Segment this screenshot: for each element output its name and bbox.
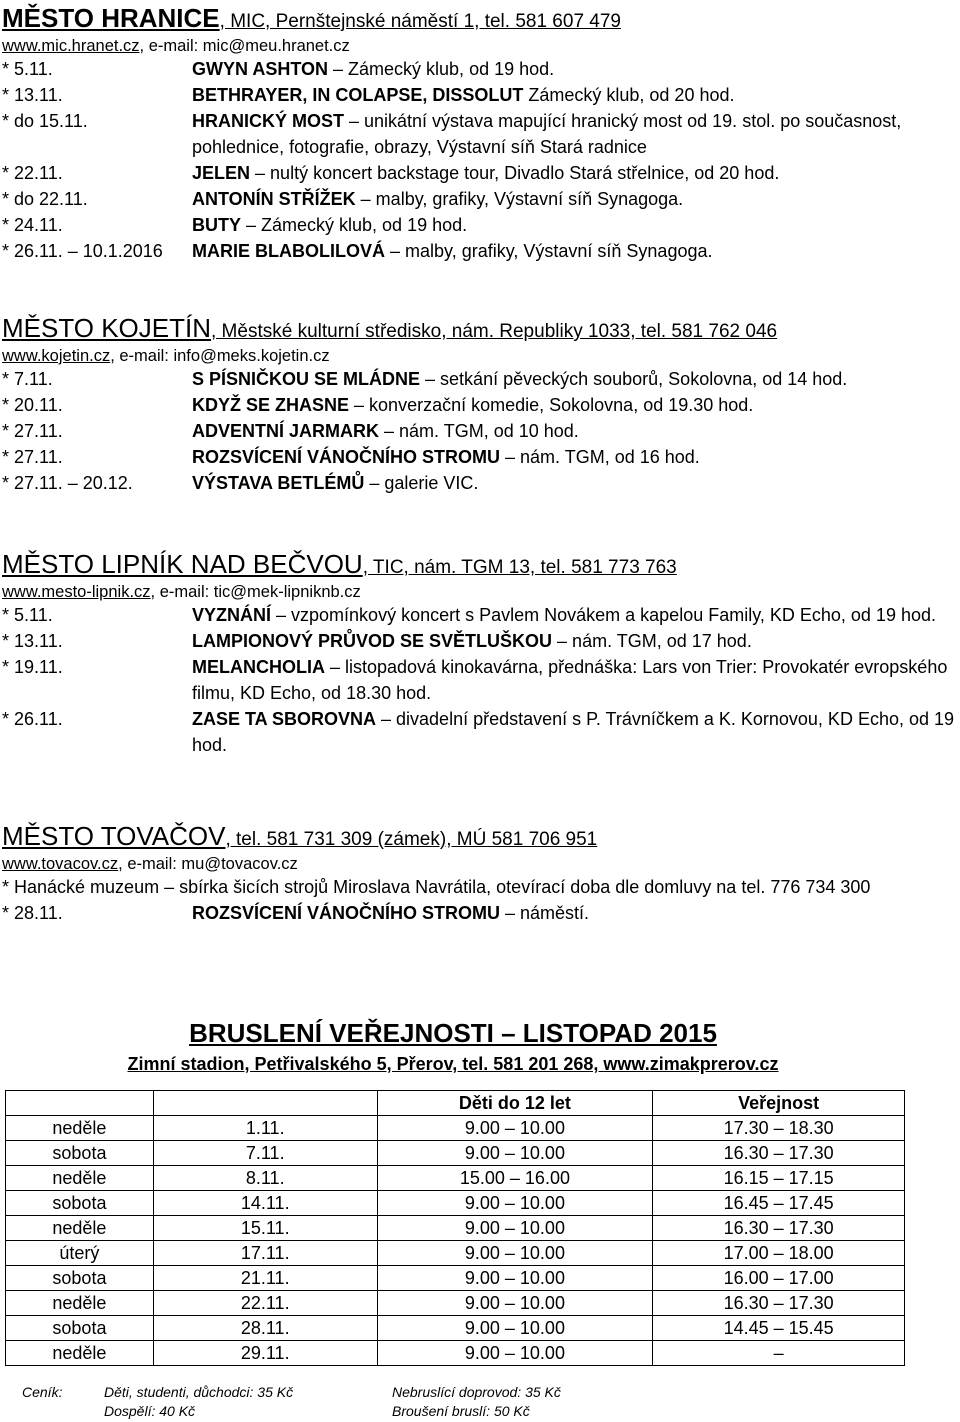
table-row bbox=[6, 1166, 905, 1191]
cell-day: sobota bbox=[6, 1141, 154, 1166]
event-date: * 7.11. bbox=[2, 369, 53, 389]
cell-children-time: 9.00 – 10.00 bbox=[377, 1341, 653, 1366]
cell-children-time: 9.00 – 10.00 bbox=[377, 1291, 653, 1316]
section-lipnik bbox=[2, 550, 954, 758]
cell-public-time: – bbox=[653, 1341, 905, 1366]
cell-day: neděle bbox=[6, 1116, 154, 1141]
event-item bbox=[2, 108, 954, 160]
event-description: – malby, grafiky, Výstavní síň Synagoga. bbox=[355, 189, 684, 209]
event-text bbox=[192, 56, 954, 82]
town-name: MĚSTO KOJETÍN bbox=[2, 313, 211, 343]
table-row bbox=[6, 1216, 905, 1241]
cell-children-time: 9.00 – 10.00 bbox=[377, 1316, 653, 1341]
table-row bbox=[6, 1116, 905, 1141]
event-title: BUTY bbox=[192, 215, 241, 235]
event-text bbox=[192, 212, 954, 238]
event-item bbox=[2, 160, 954, 186]
town-name: MĚSTO TOVAČOV bbox=[2, 821, 226, 851]
event-title: ADVENTNÍ JARMARK bbox=[192, 421, 380, 441]
event-text bbox=[192, 900, 954, 926]
event-description: – galerie VIC. bbox=[364, 473, 479, 493]
cell-date: 7.11. bbox=[153, 1141, 377, 1166]
website-link[interactable]: www.kojetin.cz bbox=[2, 347, 111, 365]
cell-day: neděle bbox=[6, 1341, 154, 1366]
event-item bbox=[2, 366, 954, 392]
cell-children-time: 9.00 – 10.00 bbox=[377, 1141, 653, 1166]
column-header-children: Děti do 12 let bbox=[377, 1091, 653, 1116]
cell-day: neděle bbox=[6, 1291, 154, 1316]
town-name: MĚSTO LIPNÍK NAD BEČVOU bbox=[2, 549, 363, 579]
section-hranice bbox=[2, 4, 954, 264]
table-row bbox=[6, 1341, 905, 1366]
cell-day: úterý bbox=[6, 1241, 154, 1266]
event-text bbox=[192, 186, 954, 212]
event-date: * 19.11. bbox=[2, 657, 63, 677]
event-description: – nám. TGM, od 17 hod. bbox=[552, 631, 752, 651]
event-description: – unikátní výstava mapující hranický most od 19. stol. po současnost, pohlednice, fotografie, obrazy, Výstavní síň Stará radnice bbox=[192, 111, 902, 157]
event-list bbox=[2, 900, 954, 926]
event-item bbox=[2, 186, 954, 212]
event-item bbox=[2, 602, 954, 628]
event-title: GWYN ASHTON bbox=[192, 59, 329, 79]
event-text bbox=[192, 238, 954, 264]
town-info: , MIC, Pernštejnské náměstí 1, tel. 581 607 479 bbox=[219, 11, 621, 32]
event-date: * 27.11. – 20.12. bbox=[2, 473, 133, 493]
email-text: , e-mail: mic@meu.hranet.cz bbox=[139, 37, 350, 55]
email-text: , e-mail: mu@tovacov.cz bbox=[118, 855, 298, 873]
table-header-row bbox=[6, 1091, 905, 1116]
event-title: HRANICKÝ MOST bbox=[192, 111, 344, 131]
town-heading bbox=[2, 4, 954, 36]
cell-date: 28.11. bbox=[153, 1316, 377, 1341]
column-header-date bbox=[153, 1091, 377, 1116]
table-row bbox=[6, 1266, 905, 1291]
event-item bbox=[2, 654, 954, 706]
event-text bbox=[192, 366, 954, 392]
event-item bbox=[2, 82, 954, 108]
event-description: – nám. TGM, od 16 hod. bbox=[500, 447, 700, 467]
event-title: VÝSTAVA BETLÉMŮ bbox=[192, 473, 365, 493]
cell-public-time: 16.00 – 17.00 bbox=[653, 1266, 905, 1291]
skating-subtitle: Zimní stadion, Petřivalského 5, Přerov, tel. 581 201 268, www.zimakprerov.cz bbox=[127, 1054, 779, 1074]
event-list bbox=[2, 602, 954, 758]
event-item bbox=[2, 418, 954, 444]
town-info: , TIC, nám. TGM 13, tel. 581 773 763 bbox=[362, 557, 677, 578]
event-text bbox=[192, 706, 954, 758]
event-description: – nultý koncert backstage tour, Divadlo Stará střelnice, od 20 hod. bbox=[250, 163, 780, 183]
event-text bbox=[192, 628, 954, 654]
event-date: * 20.11. bbox=[2, 395, 63, 415]
event-text bbox=[192, 654, 954, 706]
cell-public-time: 16.30 – 17.30 bbox=[653, 1141, 905, 1166]
website-link[interactable]: www.tovacov.cz bbox=[2, 855, 119, 873]
event-date: * 5.11. bbox=[2, 605, 53, 625]
section-kojetin bbox=[2, 314, 954, 496]
column-header-day bbox=[6, 1091, 154, 1116]
cell-day: neděle bbox=[6, 1166, 154, 1191]
cell-public-time: 16.15 – 17.15 bbox=[653, 1166, 905, 1191]
town-name: MĚSTO HRANICE bbox=[2, 3, 220, 33]
event-title: KDYŽ SE ZHASNE bbox=[192, 395, 350, 415]
event-item bbox=[2, 212, 954, 238]
museum-note: * Hanácké muzeum – sbírka šicích strojů Miroslava Navrátila, otevírací doba dle domluvy na tel. 776 734 300 bbox=[2, 877, 871, 897]
event-title: MARIE BLABOLILOVÁ bbox=[192, 241, 385, 261]
town-info: , Městské kulturní středisko, nám. Republiky 1033, tel. 581 762 046 bbox=[211, 321, 778, 342]
table-row bbox=[6, 1316, 905, 1341]
cell-children-time: 9.00 – 10.00 bbox=[377, 1216, 653, 1241]
event-title: VYZNÁNÍ bbox=[192, 605, 272, 625]
event-date: * 27.11. bbox=[2, 447, 63, 467]
table-row bbox=[6, 1141, 905, 1166]
town-contacts bbox=[2, 854, 954, 874]
cell-day: sobota bbox=[6, 1316, 154, 1341]
pricelist-label: Ceník: bbox=[22, 1384, 63, 1400]
event-date: * 28.11. bbox=[2, 903, 63, 923]
cell-date: 22.11. bbox=[153, 1291, 377, 1316]
cell-children-time: 9.00 – 10.00 bbox=[377, 1241, 653, 1266]
cell-children-time: 15.00 – 16.00 bbox=[377, 1166, 653, 1191]
cell-public-time: 16.30 – 17.30 bbox=[653, 1216, 905, 1241]
cell-date: 21.11. bbox=[153, 1266, 377, 1291]
event-list bbox=[2, 56, 954, 264]
event-title: S PÍSNIČKOU SE MLÁDNE bbox=[192, 369, 421, 389]
column-header-public: Veřejnost bbox=[653, 1091, 905, 1116]
event-description: – nám. TGM, od 10 hod. bbox=[379, 421, 579, 441]
event-title: MELANCHOLIA bbox=[192, 657, 325, 677]
town-heading bbox=[2, 822, 954, 854]
event-description: – konverzační komedie, Sokolovna, od 19.30 hod. bbox=[349, 395, 754, 415]
event-title: ROZSVÍCENÍ VÁNOČNÍHO STROMU bbox=[192, 447, 501, 467]
event-description: – Zámecký klub, od 19 hod. bbox=[328, 59, 555, 79]
town-contacts bbox=[2, 36, 954, 56]
website-link[interactable]: www.mic.hranet.cz bbox=[2, 37, 140, 55]
event-date: * 27.11. bbox=[2, 421, 63, 441]
cell-date: 29.11. bbox=[153, 1341, 377, 1366]
cell-date: 1.11. bbox=[153, 1116, 377, 1141]
event-list bbox=[2, 366, 954, 496]
event-date: * 13.11. bbox=[2, 631, 63, 651]
cell-public-time: 16.30 – 17.30 bbox=[653, 1291, 905, 1316]
event-date: * do 22.11. bbox=[2, 189, 88, 209]
table-row bbox=[6, 1241, 905, 1266]
event-description: – divadelní představení s P. Trávníčkem a K. Kornovou, KD Echo, od 19 hod. bbox=[192, 709, 955, 755]
event-date: * 5.11. bbox=[2, 59, 53, 79]
event-text bbox=[192, 108, 954, 160]
table-row bbox=[6, 1291, 905, 1316]
cell-children-time: 9.00 – 10.00 bbox=[377, 1266, 653, 1291]
event-item bbox=[2, 470, 954, 496]
town-heading bbox=[2, 550, 954, 582]
email-text: , e-mail: tic@mek-lipniknb.cz bbox=[150, 583, 361, 601]
price-item: Děti, studenti, důchodci: 35 Kč bbox=[104, 1384, 294, 1400]
event-item bbox=[2, 628, 954, 654]
cell-date: 8.11. bbox=[153, 1166, 377, 1191]
email-text: , e-mail: info@meks.kojetin.cz bbox=[110, 347, 330, 365]
cell-day: neděle bbox=[6, 1216, 154, 1241]
cell-children-time: 9.00 – 10.00 bbox=[377, 1116, 653, 1141]
event-item bbox=[2, 900, 954, 926]
town-info: , tel. 581 731 309 (zámek), MÚ 581 706 951 bbox=[225, 829, 598, 850]
cell-date: 15.11. bbox=[153, 1216, 377, 1241]
event-title: ANTONÍN STŘÍŽEK bbox=[192, 189, 356, 209]
event-date: * do 15.11. bbox=[2, 111, 88, 131]
cell-public-time: 17.00 – 18.00 bbox=[653, 1241, 905, 1266]
event-text bbox=[192, 82, 954, 108]
price-item: Nebruslící doprovod: 35 Kč bbox=[392, 1384, 561, 1400]
section-tovacov bbox=[2, 822, 954, 926]
town-heading bbox=[2, 314, 954, 346]
event-date: * 24.11. bbox=[2, 215, 63, 235]
event-item bbox=[2, 392, 954, 418]
event-item bbox=[2, 56, 954, 82]
event-date: * 26.11. – 10.1.2016 bbox=[2, 241, 163, 261]
skating-title: BRUSLENÍ VEŘEJNOSTI – LISTOPAD 2015 bbox=[189, 1018, 717, 1048]
event-date: * 13.11. bbox=[2, 85, 63, 105]
event-date: * 26.11. bbox=[2, 709, 63, 729]
event-description: – listopadová kinokavárna, přednáška: Lars von Trier: Provokatér evropského filmu, KD Echo, od 18.30 hod. bbox=[192, 657, 948, 703]
event-title: LAMPIONOVÝ PRŮVOD SE SVĚTLUŠKOU bbox=[192, 631, 553, 651]
cell-day: sobota bbox=[6, 1191, 154, 1216]
cell-date: 14.11. bbox=[153, 1191, 377, 1216]
event-item bbox=[2, 706, 954, 758]
cell-children-time: 9.00 – 10.00 bbox=[377, 1191, 653, 1216]
event-item bbox=[2, 238, 954, 264]
event-text bbox=[192, 470, 954, 496]
cell-public-time: 14.45 – 15.45 bbox=[653, 1316, 905, 1341]
event-text bbox=[192, 444, 954, 470]
cell-date: 17.11. bbox=[153, 1241, 377, 1266]
skating-schedule-table bbox=[5, 1090, 905, 1366]
event-title: BETHRAYER, IN COLAPSE, DISSOLUT bbox=[192, 85, 524, 105]
event-description: – vzpomínkový koncert s Pavlem Novákem a kapelou Family, KD Echo, od 19 hod. bbox=[271, 605, 936, 625]
price-item: Broušení bruslí: 50 Kč bbox=[392, 1403, 530, 1419]
event-date: * 22.11. bbox=[2, 163, 63, 183]
event-text bbox=[192, 418, 954, 444]
event-description: – malby, grafiky, Výstavní síň Synagoga. bbox=[385, 241, 713, 261]
event-text bbox=[192, 160, 954, 186]
town-contacts bbox=[2, 346, 954, 366]
event-text bbox=[192, 392, 954, 418]
table-row bbox=[6, 1191, 905, 1216]
event-description: – náměstí. bbox=[500, 903, 590, 923]
event-description: – setkání pěveckých souborů, Sokolovna, od 14 hod. bbox=[420, 369, 848, 389]
town-contacts bbox=[2, 582, 954, 602]
cell-day: sobota bbox=[6, 1266, 154, 1291]
event-title: ZASE TA SBOROVNA bbox=[192, 709, 377, 729]
event-item bbox=[2, 444, 954, 470]
event-title: JELEN bbox=[192, 163, 251, 183]
event-title: ROZSVÍCENÍ VÁNOČNÍHO STROMU bbox=[192, 903, 501, 923]
event-text bbox=[192, 602, 954, 628]
event-description: Zámecký klub, od 20 hod. bbox=[523, 85, 735, 105]
price-item: Dospělí: 40 Kč bbox=[104, 1403, 196, 1419]
cell-public-time: 17.30 – 18.30 bbox=[653, 1116, 905, 1141]
website-link[interactable]: www.mesto-lipnik.cz bbox=[2, 583, 151, 601]
cell-public-time: 16.45 – 17.45 bbox=[653, 1191, 905, 1216]
event-description: – Zámecký klub, od 19 hod. bbox=[241, 215, 468, 235]
